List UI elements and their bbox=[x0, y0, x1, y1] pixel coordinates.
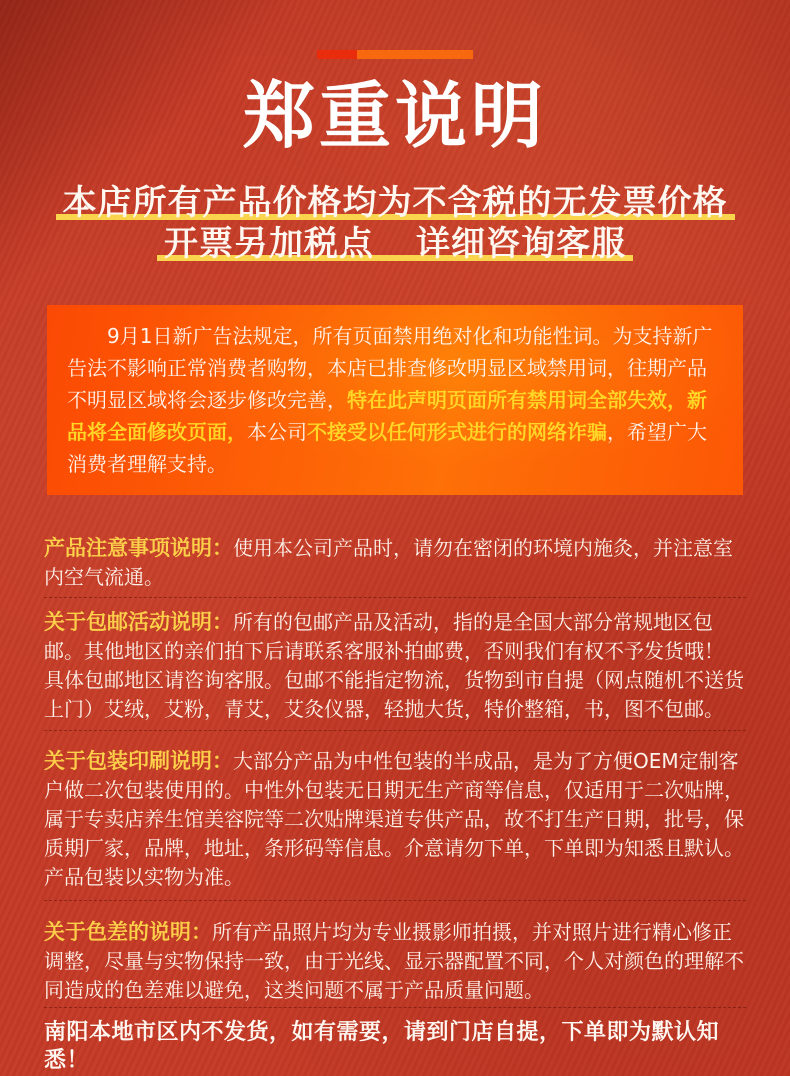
law-notice-segment: ，希望广大消费者理解支持。 bbox=[67, 420, 707, 476]
section-body: 大部分产品为中性包装的半成品，是为了方便OEM定制客户做二次包装使用的。中性外包装无日期无生产商等信息，仅适用于二次贴牌，属于专卖店养生馆美容院等二次贴牌渠道专供产品，故不打生产日期，批号，保质期厂家，品牌，地址，条形码等信息。介意请勿下单，下单即为知悉且默认。产品包装以实物为准。 bbox=[44, 749, 744, 889]
section-body: 所有的包邮产品及活动，指的是全国大部分常规地区包邮。其他地区的亲们拍下后请联系客服补拍邮费，否则我们有权不予发货哦！ 具体包邮地区请咨询客服。包邮不能指定物流，货物到市自提（网点随机不送货上门）艾绒，艾粉，青艾，艾灸仪器，轻抛大货，特价整箱，书，图不包邮。 bbox=[44, 610, 744, 721]
accent-bar-red-segment bbox=[317, 50, 357, 59]
price-notice-line1 bbox=[0, 183, 790, 223]
price-notice-line1-text: 本店所有产品价格均为不含税的无发票价格 bbox=[62, 183, 728, 223]
law-notice-segment: 本公司 bbox=[247, 420, 307, 444]
price-notice-line2-part1: 开票另加税点 bbox=[164, 224, 374, 264]
section-label: 关于色差的说明： bbox=[44, 920, 212, 944]
price-notice-line2-text bbox=[164, 224, 626, 264]
section-label: 关于包邮活动说明： bbox=[44, 610, 233, 634]
law-notice-highlight: 特在此声明页面所有禁用词全部失效，新品将全面修改页面， bbox=[67, 388, 707, 444]
section-packaging-print bbox=[44, 747, 746, 892]
section-free-shipping bbox=[44, 608, 746, 724]
section-divider bbox=[44, 1007, 746, 1008]
header-accent-bar bbox=[317, 50, 473, 59]
law-notice-segment: 9月1日新广告法规定，所有页面禁用绝对化和功能性词。为支持新广告法不影响正常消费者购物，本店已排查修改明显区域禁用词，往期产品不明显区域将会逐步修改完善， bbox=[67, 324, 713, 412]
notice-sections bbox=[44, 534, 746, 1075]
footer-statement: 南阳本地市区内不发货，如有需要，请到门店自提，下单即为默认知悉！ bbox=[44, 1020, 720, 1073]
section-label: 产品注意事项说明： bbox=[44, 536, 233, 560]
section-body: 使用本公司产品时，请勿在密闭的环境内施灸，并注意室内空气流通。 bbox=[44, 536, 733, 589]
law-notice-highlight: 不接受以任何形式进行的网络诈骗 bbox=[307, 420, 607, 444]
price-notice-line2 bbox=[0, 224, 790, 264]
section-divider bbox=[44, 900, 746, 901]
ad-law-notice-box bbox=[47, 305, 743, 495]
section-divider bbox=[44, 597, 746, 598]
section-label: 关于包装印刷说明： bbox=[44, 749, 233, 773]
section-body: 所有产品照片均为专业摄影师拍摄，并对照片进行精心修正调整，尽量与实物保持一致，由于光线、显示器配置不同，个人对颜色的理解不同造成的色差难以避免，这类问题不属于产品质量问题。 bbox=[44, 920, 744, 1002]
accent-bar-orange-segment bbox=[357, 50, 473, 59]
price-notice-line2-part2: 详细咨询客服 bbox=[416, 224, 626, 264]
section-product-caution bbox=[44, 534, 746, 592]
page-title: 郑重说明 bbox=[242, 74, 547, 158]
section-color-difference bbox=[44, 918, 746, 1005]
section-divider bbox=[44, 730, 746, 731]
